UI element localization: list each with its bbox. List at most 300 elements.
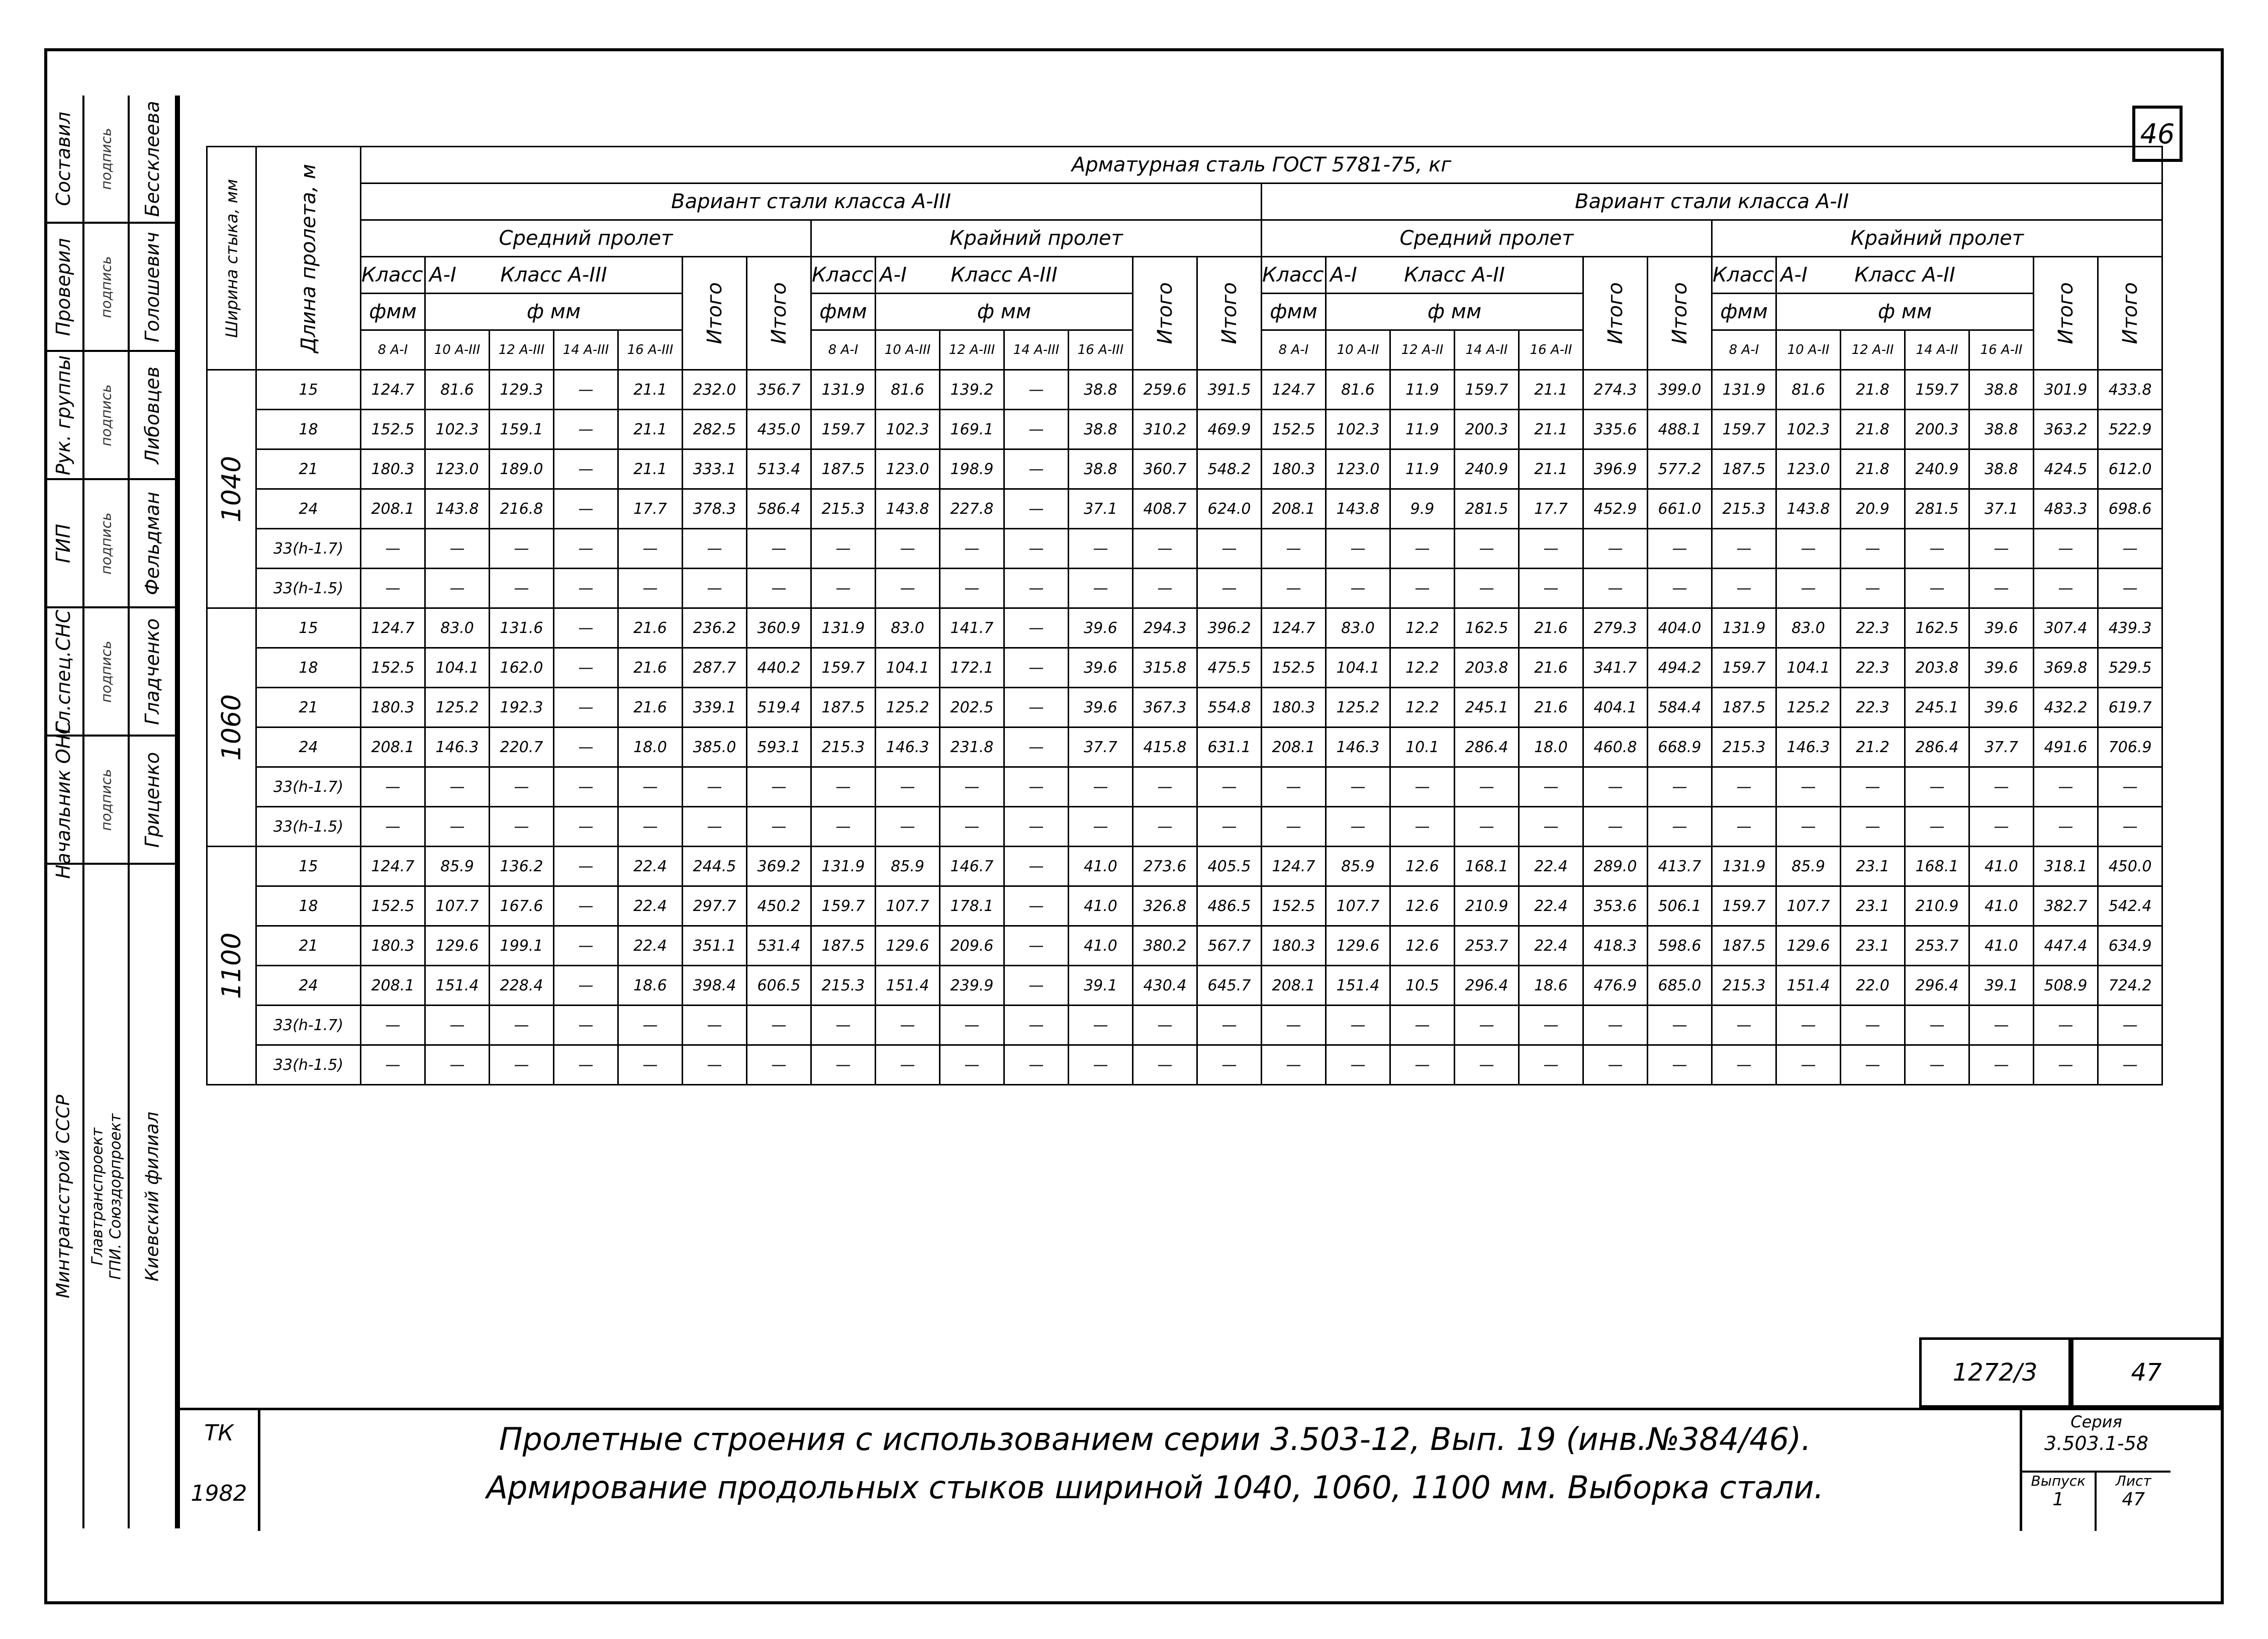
steel-cell: — [811, 767, 876, 807]
steel-cell: — [1455, 569, 1519, 608]
steel-cell: — [618, 529, 683, 569]
a2-edge-diam-short: фмм [1712, 294, 1776, 330]
steel-cell: 136.2 [490, 847, 554, 886]
a3-mid-class-a1: Класс А-I [361, 257, 425, 294]
table-row [207, 1045, 2162, 1085]
steel-cell: 107.7 [425, 886, 490, 926]
steel-cell: 356.7 [747, 370, 811, 410]
steel-cell: 287.7 [683, 648, 747, 688]
steel-cell: 21.1 [1519, 410, 1583, 449]
steel-cell: 159.1 [490, 410, 554, 449]
steel-cell: 203.8 [1905, 648, 1969, 688]
steel-cell: 21.2 [1841, 727, 1905, 767]
span-length: 33(h-1.7) [256, 529, 361, 569]
steel-cell: — [1326, 1045, 1390, 1085]
a3-mid-subtotal-label: Итого [703, 282, 726, 344]
steel-cell: — [618, 1045, 683, 1085]
steel-cell: — [554, 1006, 618, 1045]
steel-cell: — [1004, 449, 1069, 489]
steel-cell: — [1004, 688, 1069, 727]
steel-cell: 360.9 [747, 608, 811, 648]
steel-cell: — [1390, 807, 1455, 847]
steel-cell: 469.9 [1197, 410, 1262, 449]
span-length: 21 [256, 926, 361, 966]
steel-cell: 17.7 [1519, 489, 1583, 529]
steel-cell: — [554, 410, 618, 449]
steel-cell: — [618, 807, 683, 847]
steel-cell: 180.3 [1262, 449, 1326, 489]
span-length: 24 [256, 966, 361, 1006]
steel-cell: — [1969, 767, 2034, 807]
steel-cell: 37.1 [1969, 489, 2034, 529]
steel-cell: — [425, 1006, 490, 1045]
a3-mid-total-label: Итого [767, 282, 791, 344]
steel-cell: — [1583, 1006, 1648, 1045]
steel-cell: 21.1 [1519, 370, 1583, 410]
steel-cell: — [1326, 1006, 1390, 1045]
steel-cell: 21.6 [1519, 648, 1583, 688]
steel-cell: 159.7 [1712, 886, 1776, 926]
steel-cell: 624.0 [1197, 489, 1262, 529]
side-stamp-column [84, 96, 130, 1528]
joint-width-1060 [207, 608, 256, 847]
steel-cell: — [940, 807, 1004, 847]
steel-cell: 81.6 [425, 370, 490, 410]
steel-cell: 216.8 [490, 489, 554, 529]
steel-cell: — [1841, 807, 1905, 847]
header-row-2 [207, 184, 2162, 220]
steel-cell: 245.1 [1905, 688, 1969, 727]
span-length: 33(h-1.7) [256, 767, 361, 807]
steel-cell: — [1776, 1045, 1841, 1085]
steel-cell: — [1905, 529, 1969, 569]
side-stamp-cell [84, 480, 128, 608]
steel-cell: — [1390, 569, 1455, 608]
steel-cell: 12.6 [1390, 847, 1455, 886]
steel-cell: 619.7 [2098, 688, 2162, 727]
a2-edge-class-a1: Класс А-I [1712, 257, 1776, 294]
table-row [207, 569, 2162, 608]
span-length: 21 [256, 688, 361, 727]
steel-cell: 83.0 [1326, 608, 1390, 648]
steel-cell: 231.8 [940, 727, 1004, 767]
steel-cell: 143.8 [1776, 489, 1841, 529]
steel-cell: 476.9 [1583, 966, 1648, 1006]
steel-cell: 11.9 [1390, 370, 1455, 410]
steel-cell: 353.6 [1583, 886, 1648, 926]
steel-cell: — [1519, 529, 1583, 569]
a2-mid-diam-short: фмм [1262, 294, 1326, 330]
steel-cell: — [1583, 529, 1648, 569]
a3-edge-sub-2: 12 А-III [940, 330, 1004, 370]
steel-cell: 634.9 [2098, 926, 2162, 966]
steel-cell: — [1133, 807, 1197, 847]
steel-cell: 124.7 [1262, 608, 1326, 648]
steel-cell: 131.9 [811, 847, 876, 886]
steel-cell: 413.7 [1648, 847, 1712, 886]
a2-edge-subtotal-label: Итого [2054, 282, 2077, 344]
steel-cell: 23.1 [1841, 926, 1905, 966]
table-row [207, 529, 2162, 569]
steel-cell: 125.2 [1776, 688, 1841, 727]
steel-cell: 81.6 [876, 370, 940, 410]
steel-cell: — [1776, 529, 1841, 569]
steel-cell: 296.4 [1905, 966, 1969, 1006]
steel-cell: 281.5 [1905, 489, 1969, 529]
steel-cell: 146.7 [940, 847, 1004, 886]
steel-cell: 187.5 [1712, 926, 1776, 966]
steel-cell: 38.8 [1069, 449, 1133, 489]
steel-cell: 399.0 [1648, 370, 1712, 410]
steel-cell: — [618, 569, 683, 608]
a3-mid-diam-short: фмм [361, 294, 425, 330]
table-row [207, 767, 2162, 807]
a2-mid-sub-2: 12 А-II [1390, 330, 1455, 370]
steel-cell: — [940, 569, 1004, 608]
side-name: Фельдман [141, 491, 163, 595]
steel-cell: — [1648, 767, 1712, 807]
steel-cell: — [2098, 807, 2162, 847]
a3-edge-diam-short: фмм [811, 294, 876, 330]
steel-cell: — [490, 807, 554, 847]
steel-cell: — [554, 966, 618, 1006]
steel-cell: 162.0 [490, 648, 554, 688]
steel-cell: — [1583, 1045, 1648, 1085]
steel-cell: — [1519, 1045, 1583, 1085]
steel-cell: — [361, 1045, 425, 1085]
steel-cell: — [1583, 569, 1648, 608]
steel-cell: — [425, 807, 490, 847]
steel-cell: — [940, 1045, 1004, 1085]
steel-cell: — [2034, 569, 2098, 608]
steel-cell: 506.1 [1648, 886, 1712, 926]
side-stamp-cell [130, 224, 175, 352]
steel-cell: — [1262, 529, 1326, 569]
steel-cell: 21.6 [618, 648, 683, 688]
steel-cell: 178.1 [940, 886, 1004, 926]
steel-cell: — [1069, 807, 1133, 847]
steel-cell: — [618, 767, 683, 807]
title-line-1: Пролетные строения с использованием серии 3.503-12, Вып. 19 (инв.№384/46). [499, 1421, 1812, 1458]
side-stamp-cell [130, 480, 175, 608]
steel-cell: 593.1 [747, 727, 811, 767]
steel-cell: — [1841, 767, 1905, 807]
steel-cell: — [1969, 1045, 2034, 1085]
table-row [207, 886, 2162, 926]
steel-cell: 39.1 [1969, 966, 2034, 1006]
steel-cell: — [1326, 807, 1390, 847]
steel-cell: 612.0 [2098, 449, 2162, 489]
steel-cell: — [1004, 926, 1069, 966]
steel-cell: 21.6 [618, 608, 683, 648]
steel-cell: — [1583, 767, 1648, 807]
side-stamp-cell [130, 737, 175, 865]
steel-cell: 21.6 [1519, 688, 1583, 727]
steel-cell: 363.2 [2034, 410, 2098, 449]
steel-cell: 107.7 [876, 886, 940, 926]
table-row [207, 1006, 2162, 1045]
a3-mid-sub-2: 12 А-III [490, 330, 554, 370]
steel-cell: — [1133, 1006, 1197, 1045]
table-row [207, 410, 2162, 449]
sheet-number: 46 [2132, 106, 2183, 162]
steel-cell: — [1069, 767, 1133, 807]
steel-cell: — [2034, 529, 2098, 569]
steel-cell: 240.9 [1905, 449, 1969, 489]
span-length: 15 [256, 847, 361, 886]
steel-cell: 81.6 [1776, 370, 1841, 410]
steel-cell: 41.0 [1069, 926, 1133, 966]
steel-cell: — [1004, 1045, 1069, 1085]
a3-mid-sub-0: 8 А-I [361, 330, 425, 370]
steel-cell: — [1712, 569, 1776, 608]
steel-cell: 236.2 [683, 608, 747, 648]
steel-cell: 203.8 [1455, 648, 1519, 688]
a2-edge-total-label: Итого [2118, 282, 2142, 344]
steel-cell: 41.0 [1969, 847, 2034, 886]
steel-cell: 152.5 [1262, 410, 1326, 449]
steel-cell: 286.4 [1455, 727, 1519, 767]
span-length: 33(h-1.5) [256, 1045, 361, 1085]
steel-cell: 18.0 [618, 727, 683, 767]
side-name: Гриценко [141, 752, 163, 848]
steel-cell: 567.7 [1197, 926, 1262, 966]
steel-cell: 369.2 [747, 847, 811, 886]
steel-cell: — [1841, 1006, 1905, 1045]
steel-cell: 531.4 [747, 926, 811, 966]
steel-cell: — [1262, 1045, 1326, 1085]
steel-table [206, 146, 2163, 1085]
steel-cell: 274.3 [1583, 370, 1648, 410]
steel-cell: 598.6 [1648, 926, 1712, 966]
side-name: Бессклеева [141, 101, 163, 217]
side-name: Голошевич [141, 231, 163, 342]
steel-cell: — [1648, 1006, 1712, 1045]
title-line-2: Армирование продольных стыков шириной 1040, 1060, 1100 мм. Выборка стали. [486, 1469, 1824, 1506]
steel-cell: 215.3 [811, 966, 876, 1006]
steel-cell: — [1712, 767, 1776, 807]
steel-cell: — [2098, 1006, 2162, 1045]
steel-cell: 12.2 [1390, 608, 1455, 648]
steel-cell: 486.5 [1197, 886, 1262, 926]
steel-cell: — [1969, 569, 2034, 608]
steel-cell: 440.2 [747, 648, 811, 688]
side-stamp-cell [84, 737, 128, 865]
joint-width-1100 [207, 847, 256, 1085]
steel-cell: 85.9 [876, 847, 940, 886]
steel-cell: 22.4 [618, 926, 683, 966]
side-role: Начальник ОНС [52, 720, 74, 879]
steel-cell: 21.8 [1841, 370, 1905, 410]
steel-cell: 10.1 [1390, 727, 1455, 767]
side-stamp [44, 96, 180, 1528]
steel-cell: — [554, 688, 618, 727]
steel-cell: 548.2 [1197, 449, 1262, 489]
steel-cell: 404.1 [1583, 688, 1648, 727]
steel-cell: 210.9 [1455, 886, 1519, 926]
side-role: Гл.спец.СНС [52, 609, 74, 734]
side-org-line: Киевский филиал [142, 1112, 163, 1282]
joint-width-1040 [207, 370, 256, 608]
steel-cell: 81.6 [1326, 370, 1390, 410]
steel-cell: — [1455, 529, 1519, 569]
table-row [207, 370, 2162, 410]
side-org-line: Главтранспроект [88, 1127, 107, 1266]
steel-cell: 209.6 [940, 926, 1004, 966]
steel-cell: — [876, 529, 940, 569]
steel-cell: 180.3 [361, 449, 425, 489]
a2-edge-span: Крайний пролет [1712, 220, 2162, 257]
a3-middle-span: Средний пролет [361, 220, 811, 257]
steel-cell: 39.1 [1069, 966, 1133, 1006]
steel-cell: — [683, 529, 747, 569]
steel-cell: 244.5 [683, 847, 747, 886]
steel-cell: — [1004, 807, 1069, 847]
table-row [207, 966, 2162, 1006]
steel-cell: 424.5 [2034, 449, 2098, 489]
org-code: ТК [204, 1420, 234, 1446]
table-row [207, 648, 2162, 688]
steel-cell: 491.6 [2034, 727, 2098, 767]
steel-cell: 396.2 [1197, 608, 1262, 648]
side-role: Проверил [52, 238, 74, 336]
side-stamp-cell [130, 96, 175, 224]
span-length: 24 [256, 489, 361, 529]
steel-cell: — [1004, 569, 1069, 608]
steel-cell: 12.2 [1390, 648, 1455, 688]
steel-cell: 102.3 [425, 410, 490, 449]
steel-cell: 123.0 [1776, 449, 1841, 489]
steel-cell: — [1004, 489, 1069, 529]
steel-cell: — [1905, 1045, 1969, 1085]
steel-cell: 385.0 [683, 727, 747, 767]
steel-cell: 38.8 [1069, 370, 1133, 410]
steel-cell: 215.3 [811, 489, 876, 529]
steel-cell: 215.3 [811, 727, 876, 767]
steel-cell: — [361, 569, 425, 608]
a2-edge-sub-3: 14 А-II [1905, 330, 1969, 370]
steel-cell: 39.6 [1969, 648, 2034, 688]
side-stamp-column [130, 96, 177, 1528]
steel-cell: 37.1 [1069, 489, 1133, 529]
span-length: 33(h-1.7) [256, 1006, 361, 1045]
side-name: Гладченко [141, 618, 163, 725]
side-stamp-cell [130, 352, 175, 480]
steel-cell: 159.7 [811, 410, 876, 449]
steel-cell: 208.1 [1262, 727, 1326, 767]
steel-cell: 187.5 [1712, 449, 1776, 489]
steel-cell: — [490, 569, 554, 608]
steel-cell: 18.6 [1519, 966, 1583, 1006]
side-stamp-cell [130, 608, 175, 737]
steel-cell: 452.9 [1583, 489, 1648, 529]
steel-cell: — [1326, 569, 1390, 608]
steel-cell: — [940, 529, 1004, 569]
steel-cell: — [1197, 767, 1262, 807]
steel-cell: — [361, 767, 425, 807]
steel-cell: 318.1 [2034, 847, 2098, 886]
side-org-line: ГПИ. Союздорпроект [107, 1113, 125, 1280]
year: 1982 [191, 1481, 247, 1506]
span-length: 24 [256, 727, 361, 767]
steel-cell: 41.0 [1969, 926, 2034, 966]
side-stamp-cell [44, 480, 82, 608]
steel-cell: — [683, 1045, 747, 1085]
steel-cell: 152.5 [361, 410, 425, 449]
steel-cell: 542.4 [2098, 886, 2162, 926]
steel-cell: 192.3 [490, 688, 554, 727]
steel-cell: 22.4 [1519, 847, 1583, 886]
steel-cell: 21.1 [1519, 449, 1583, 489]
steel-cell: 398.4 [683, 966, 747, 1006]
steel-cell: — [1004, 966, 1069, 1006]
steel-cell: 162.5 [1455, 608, 1519, 648]
steel-cell: 724.2 [2098, 966, 2162, 1006]
span-length: 18 [256, 648, 361, 688]
steel-cell: 85.9 [1776, 847, 1841, 886]
steel-cell: — [490, 1045, 554, 1085]
steel-cell: 326.8 [1133, 886, 1197, 926]
steel-cell: 22.4 [1519, 926, 1583, 966]
steel-cell: 661.0 [1648, 489, 1712, 529]
steel-cell: 586.4 [747, 489, 811, 529]
sheet-label: Лист 47 [2097, 1471, 2171, 1531]
steel-cell: — [554, 608, 618, 648]
steel-cell: 435.0 [747, 410, 811, 449]
steel-cell: 433.8 [2098, 370, 2162, 410]
steel-cell: — [1648, 569, 1712, 608]
steel-cell: 38.8 [1969, 449, 2034, 489]
steel-cell: 123.0 [1326, 449, 1390, 489]
steel-cell: — [1969, 529, 2034, 569]
a2-mid-subtotal-label: Итого [1603, 282, 1627, 344]
a3-edge-span: Крайний пролет [811, 220, 1262, 257]
steel-cell: 513.4 [747, 449, 811, 489]
steel-cell: 631.1 [1197, 727, 1262, 767]
steel-cell: 215.3 [1712, 489, 1776, 529]
side-role: Рук. группы [52, 355, 74, 475]
steel-cell: 124.7 [1262, 370, 1326, 410]
steel-cell: — [1519, 767, 1583, 807]
steel-cell: — [683, 767, 747, 807]
steel-cell: 22.4 [618, 886, 683, 926]
steel-cell: 143.8 [425, 489, 490, 529]
steel-cell: — [876, 807, 940, 847]
steel-cell: 18.0 [1519, 727, 1583, 767]
steel-cell: 494.2 [1648, 648, 1712, 688]
steel-cell: 698.6 [2098, 489, 2162, 529]
steel-cell: 391.5 [1197, 370, 1262, 410]
steel-cell: 22.3 [1841, 688, 1905, 727]
side-stamp-column [44, 96, 84, 1528]
a2-edge-sub-1: 10 А-II [1776, 330, 1841, 370]
steel-cell: 159.7 [811, 648, 876, 688]
steel-cell: — [2034, 1006, 2098, 1045]
series-label: Серия [2070, 1412, 2122, 1431]
steel-cell: 180.3 [361, 688, 425, 727]
steel-cell: — [1455, 1045, 1519, 1085]
steel-cell: — [1712, 807, 1776, 847]
a3-edge-sub-1: 10 А-III [876, 330, 940, 370]
side-org-cell [44, 865, 82, 1528]
steel-cell: 180.3 [361, 926, 425, 966]
steel-cell: 123.0 [876, 449, 940, 489]
steel-cell: — [1004, 886, 1069, 926]
steel-cell: 301.9 [2034, 370, 2098, 410]
steel-cell: 369.8 [2034, 648, 2098, 688]
steel-cell: 159.7 [1905, 370, 1969, 410]
steel-cell: 341.7 [1583, 648, 1648, 688]
